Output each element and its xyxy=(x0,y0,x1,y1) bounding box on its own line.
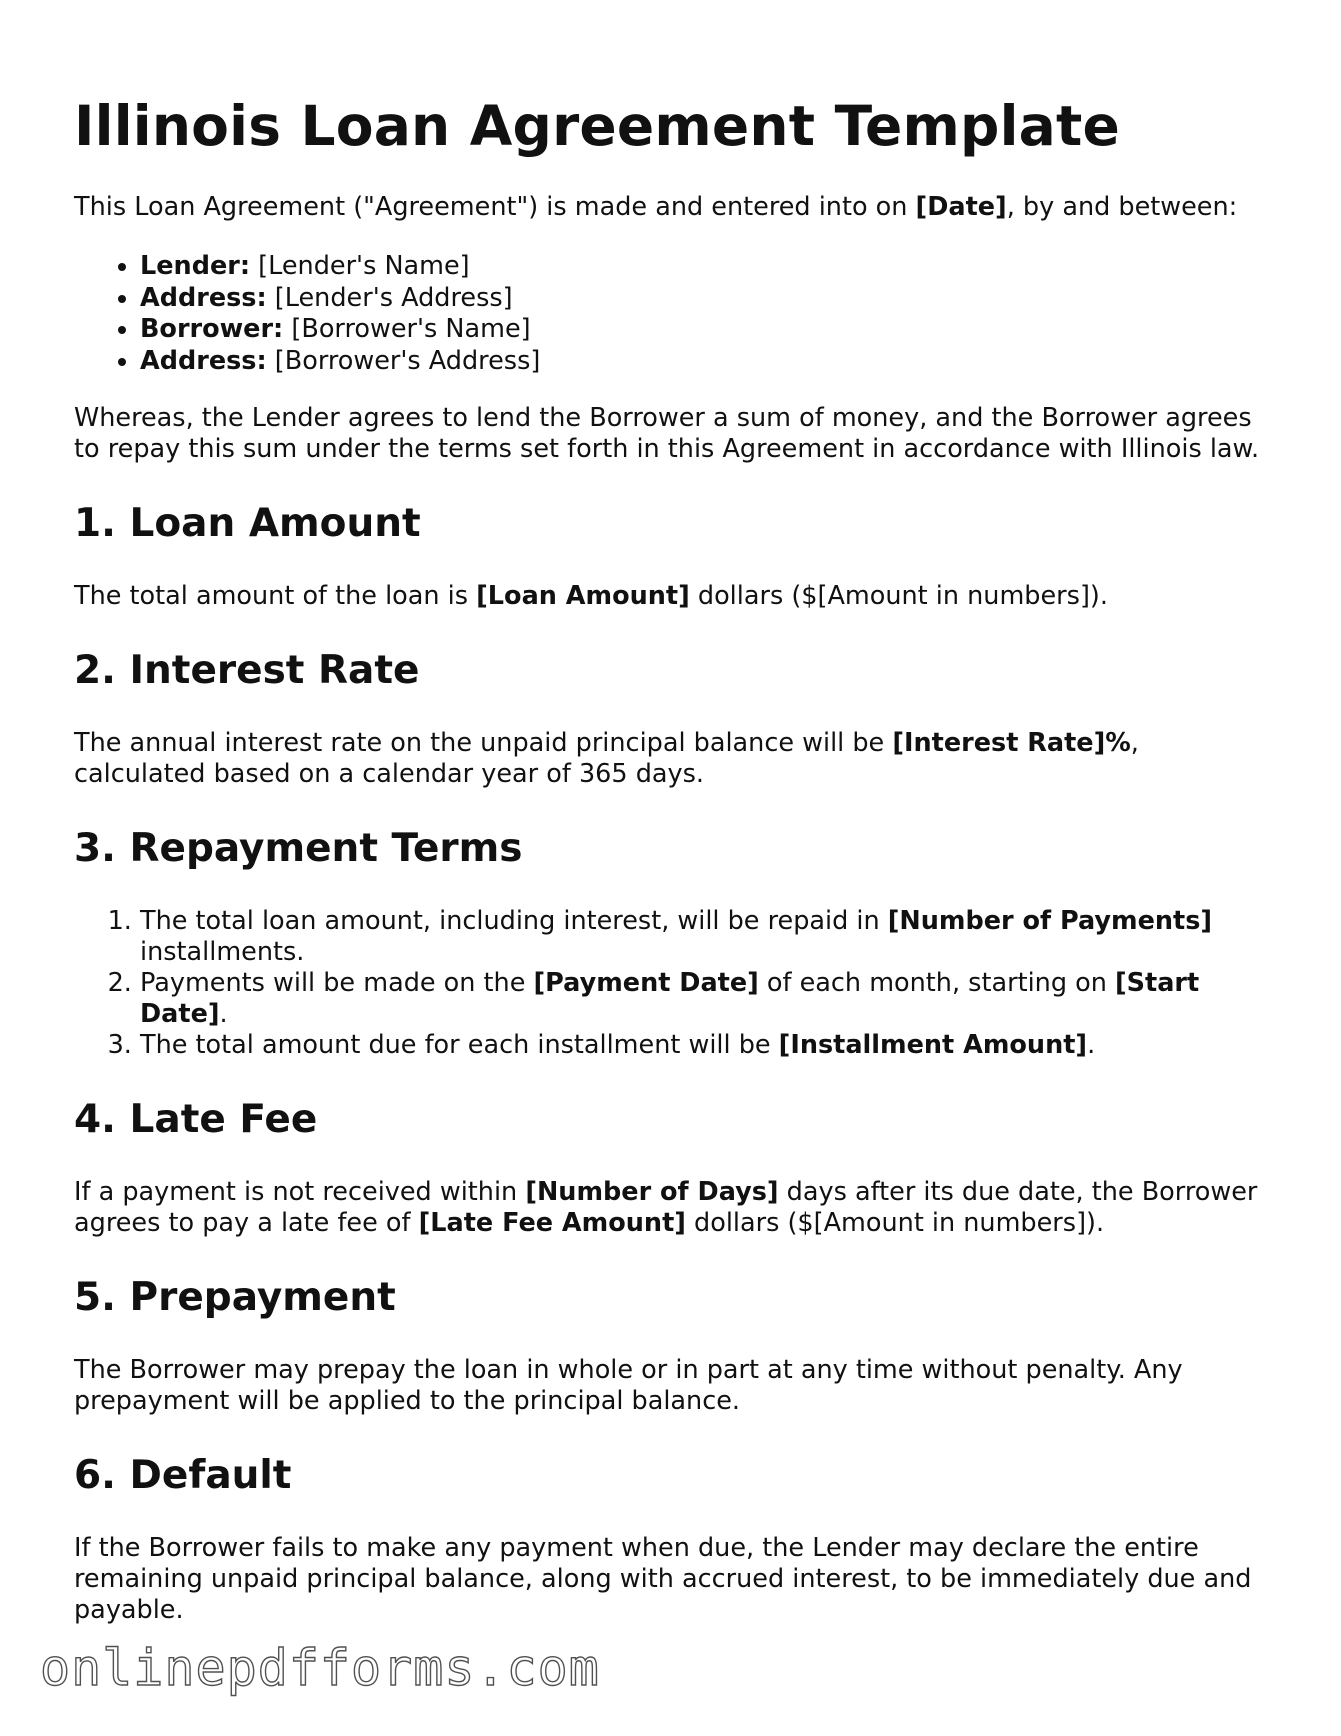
party-item-lender-address xyxy=(140,283,1274,315)
party-label: Address: xyxy=(140,345,267,376)
party-item-borrower-address xyxy=(140,346,1274,378)
repayment-terms-list xyxy=(74,906,1274,1061)
number-of-payments-placeholder: [Number of Payments] xyxy=(887,906,1213,936)
party-label: Borrower: xyxy=(140,314,284,344)
section-heading: 6. Default xyxy=(74,1453,292,1498)
section-heading: 3. Repayment Terms xyxy=(74,826,523,871)
body-text: The total loan amount, including interest, will be repaid in xyxy=(140,906,888,936)
party-value: [Borrower's Address] xyxy=(266,345,541,376)
section-prepayment xyxy=(74,1275,1274,1417)
body-text: days after its due date, the Borrower agrees to pay a late fee of xyxy=(74,1177,1258,1238)
body-text: dollars ($[Amount in numbers]). xyxy=(685,1208,1105,1238)
loan-amount-placeholder: [Loan Amount] xyxy=(476,581,690,611)
start-date-placeholder: [Start Date] xyxy=(140,968,1200,1029)
section-body: If the Borrower fails to make any payment when due, the Lender may declare the entire remaining unpaid principal balance, along with accrued interest, to be immediately due and payable. xyxy=(74,1533,1252,1625)
party-value: [Borrower's Name] xyxy=(283,314,531,344)
party-label: Lender: xyxy=(140,251,251,281)
installment-amount-placeholder: [Installment Amount] xyxy=(778,1030,1088,1060)
section-heading: 5. Prepayment xyxy=(74,1275,396,1320)
payment-date-placeholder: [Payment Date] xyxy=(533,968,759,998)
section-body xyxy=(74,728,1274,790)
body-text: . xyxy=(1087,1030,1096,1060)
party-item-lender xyxy=(140,251,1274,283)
page-title: Illinois Loan Agreement Template xyxy=(74,94,1120,158)
intro-text-2: , by and between: xyxy=(1006,192,1238,222)
section-default xyxy=(74,1453,1274,1626)
interest-rate-placeholder: [Interest Rate]% xyxy=(892,728,1131,758)
party-label: Address: xyxy=(140,282,267,313)
intro-date-placeholder: [Date] xyxy=(915,192,1007,222)
section-interest-rate xyxy=(74,648,1274,790)
section-heading: 4. Late Fee xyxy=(74,1097,318,1142)
section-late-fee xyxy=(74,1097,1274,1239)
number-of-days-placeholder: [Number of Days] xyxy=(525,1177,779,1207)
body-text: dollars ($[Amount in numbers]). xyxy=(689,581,1108,611)
party-item-borrower xyxy=(140,314,1274,346)
body-text: , calculated based on a calendar year of 365 days. xyxy=(74,728,1139,789)
list-item xyxy=(140,906,1274,968)
section-heading: 1. Loan Amount xyxy=(74,501,421,546)
late-fee-amount-placeholder: [Late Fee Amount] xyxy=(418,1208,686,1238)
party-value: [Lender's Address] xyxy=(266,282,513,313)
list-item xyxy=(140,968,1274,1030)
body-text: installments. xyxy=(140,937,305,967)
whereas-paragraph: Whereas, the Lender agrees to lend the Borrower a sum of money, and the Borrower agrees to repay this sum under the terms set forth in this Agreement in accordance with Illinois law. xyxy=(74,403,1260,464)
section-body xyxy=(74,1177,1274,1239)
body-text: . xyxy=(219,999,228,1029)
list-item xyxy=(140,1030,1274,1061)
party-value: [Lender's Name] xyxy=(250,251,470,281)
parties-list xyxy=(74,251,1274,377)
body-text: The total amount due for each installment will be xyxy=(140,1030,779,1060)
intro-text-1: This Loan Agreement ("Agreement") is made and entered into on xyxy=(74,192,916,222)
section-body: The Borrower may prepay the loan in whole or in part at any time without penalty. Any prepayment will be applied to the principal balance. xyxy=(74,1355,1183,1416)
section-heading: 2. Interest Rate xyxy=(74,648,420,693)
section-loan-amount xyxy=(74,501,1274,612)
intro-paragraph xyxy=(74,192,1274,223)
section-body xyxy=(74,581,1274,612)
body-text: of each month, starting on xyxy=(758,968,1115,998)
body-text: Payments will be made on the xyxy=(140,968,534,998)
body-text: If a payment is not received within xyxy=(74,1177,526,1207)
section-repayment-terms xyxy=(74,826,1274,1061)
watermark: onlinepdfforms.com xyxy=(40,1639,600,1697)
body-text: The total amount of the loan is xyxy=(74,581,477,611)
body-text: The annual interest rate on the unpaid principal balance will be xyxy=(74,728,893,758)
document-page xyxy=(74,0,1274,1626)
